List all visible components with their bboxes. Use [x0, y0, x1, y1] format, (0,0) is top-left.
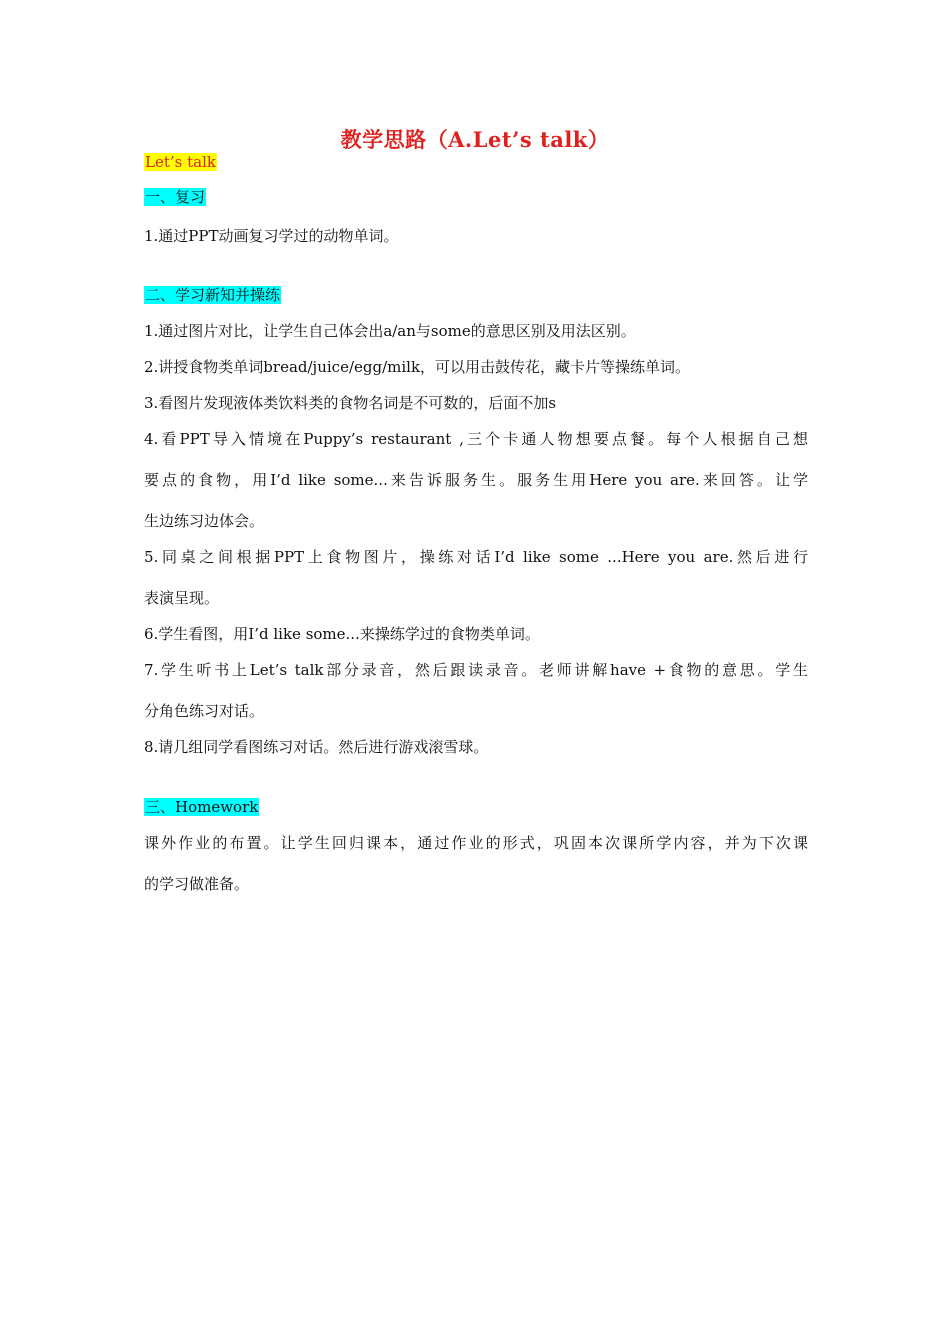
section-review-heading: 一、复习 [145, 188, 206, 206]
learn-line-12: 8.请几组同学看图练习对话。然后进行游戏滚雪球。 [144, 738, 489, 756]
learn-line-10: 7.学生听书上Let’s talk部分录音，然后跟读录音。老师讲解have +食物的意思。学生 [144, 661, 808, 679]
learn-line-2: 2.讲授食物类单词bread/juice/egg/milk，可以用击鼓传花，藏卡片等操练单词。 [144, 358, 691, 376]
learn-line-8: 表演呈现。 [144, 589, 220, 607]
document-title: 教学思路（A.Let’s talk） [340, 127, 610, 152]
subtitle-line [144, 152, 808, 172]
review-item-1: 1.通过PPT动画复习学过的动物单词。 [144, 227, 399, 245]
homework-line-2: 的学习做准备。 [144, 875, 250, 893]
homework-line-1: 课外作业的布置。让学生回归课本，通过作业的形式，巩固本次课所学内容，并为下次课 [144, 834, 808, 852]
section-learn-heading: 二、学习新知并操练 [145, 286, 281, 304]
learn-line-6: 生边练习边体会。 [144, 512, 265, 530]
section-learn-heading-line [144, 285, 808, 305]
learn-line-7: 5.同桌之间根据PPT上食物图片，操练对话I’d like some ...Here you are.然后进行 [144, 548, 808, 566]
learn-line-9: 6.学生看图，用I’d like some...来操练学过的食物类单词。 [144, 625, 540, 643]
learn-line-1: 1.通过图片对比，让学生自己体会出a/an与some的意思区别及用法区别。 [144, 322, 636, 340]
learn-line-11: 分角色练习对话。 [144, 702, 265, 720]
section-review-heading-line [144, 187, 808, 207]
subtitle-lets-talk: Let’s talk [145, 153, 216, 171]
section-homework-heading-line [144, 797, 808, 817]
learn-line-3: 3.看图片发现液体类饮料类的食物名词是不可数的，后面不加s [144, 394, 557, 412]
section-homework-heading: 三、Homework [145, 798, 259, 816]
learn-line-5: 要点的食物，用I’d like some...来告诉服务生。服务生用Here you are.来回答。让学 [144, 471, 808, 489]
learn-line-4: 4.看PPT导入情境在Puppy’s restaurant ,三个卡通人物想要点餐。每个人根据自己想 [144, 430, 808, 448]
